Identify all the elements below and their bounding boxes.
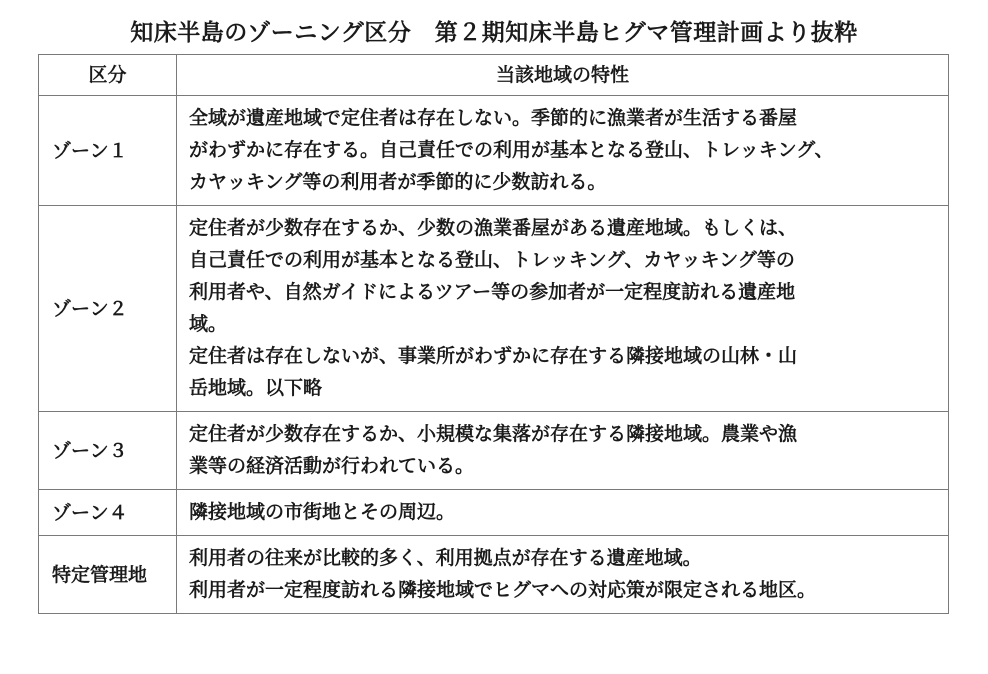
description-line: がわずかに存在する。自己責任での利用が基本となる登山、トレッキング、 (189, 139, 834, 161)
zone-description (177, 96, 949, 206)
zone-description (177, 490, 949, 536)
zone-name: ゾーン３ (39, 412, 177, 490)
description-line: 定住者は存在しないが、事業所がわずかに存在する隣接地域の山林・山 (189, 345, 798, 367)
table-row (39, 490, 949, 536)
table-row (39, 536, 949, 614)
zone-name: 特定管理地 (39, 536, 177, 614)
description-line: 利用者が一定程度訪れる隣接地域でヒグマへの対応策が限定される地区。 (189, 579, 817, 601)
table-row (39, 412, 949, 490)
description-line: 定住者が少数存在するか、少数の漁業番屋がある遺産地域。もしくは、 (189, 217, 798, 239)
description-line: 業等の経済活動が行われている。 (189, 455, 475, 477)
header-zone: 区分 (39, 55, 177, 96)
description-line: 利用者の往来が比較的多く、利用拠点が存在する遺産地域。 (189, 547, 702, 569)
description-line: 隣接地域の市街地とその周辺。 (189, 501, 456, 523)
zone-description (177, 206, 949, 412)
description-line: 岳地域。以下略 (189, 377, 323, 399)
header-description: 当該地域の特性 (177, 55, 949, 96)
zone-name: ゾーン１ (39, 96, 177, 206)
description-line: カヤッキング等の利用者が季節的に少数訪れる。 (189, 171, 607, 193)
table-row (39, 206, 949, 412)
zone-name: ゾーン２ (39, 206, 177, 412)
description-line: 全域が遺産地域で定住者は存在しない。季節的に漁業者が生活する番屋 (189, 107, 798, 129)
zone-description (177, 412, 949, 490)
description-line: 利用者や、自然ガイドによるツアー等の参加者が一定程度訪れる遺産地 (189, 281, 796, 303)
zoning-table (38, 54, 949, 614)
zone-description (177, 536, 949, 614)
page-title: 知床半島のゾーニング区分 第２期知床半島ヒグマ管理計画より抜粋 (130, 20, 858, 46)
table-row (39, 96, 949, 206)
table-header-row (39, 55, 949, 96)
description-line: 自己責任での利用が基本となる登山、トレッキング、カヤッキング等の (189, 249, 795, 271)
zone-name: ゾーン４ (39, 490, 177, 536)
description-line: 定住者が少数存在するか、小規模な集落が存在する隣接地域。農業や漁 (189, 423, 798, 445)
description-line: 域。 (189, 313, 228, 335)
